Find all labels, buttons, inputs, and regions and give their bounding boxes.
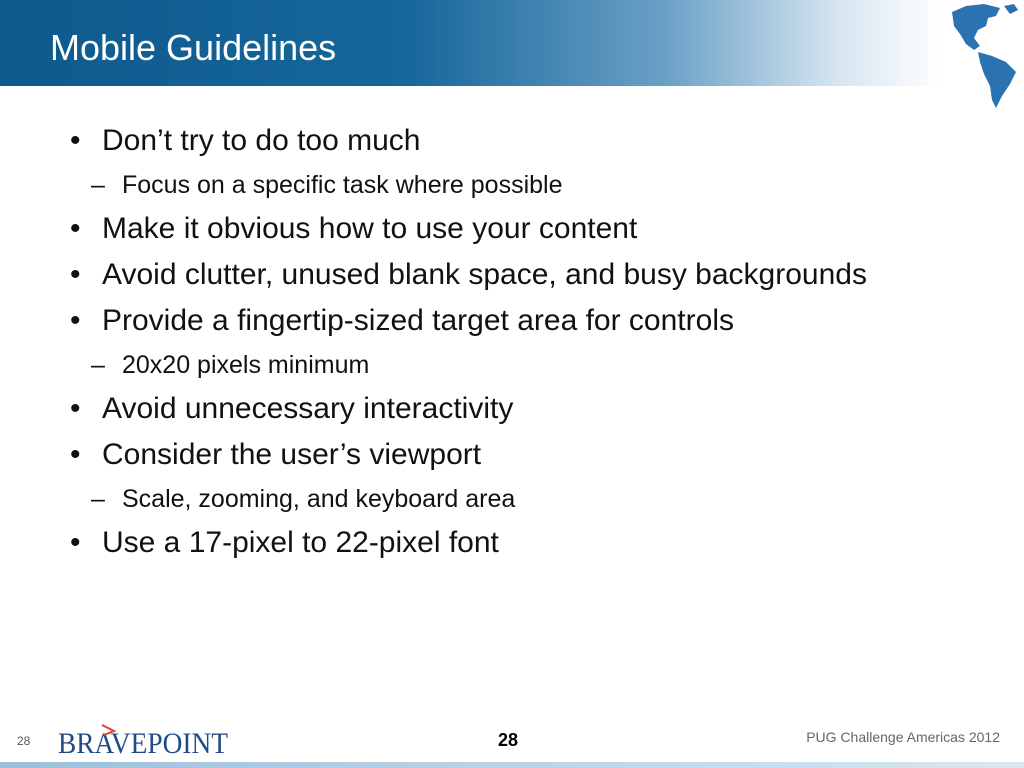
sub-bullet-marker: – [91,171,105,199]
sub-bullet-text: Focus on a specific task where possible [122,171,563,199]
svg-text:BRAVEPOINT: BRAVEPOINT [58,727,228,760]
page-number: 28 [498,730,519,750]
footer-rule [0,762,1024,768]
bullet-text: Avoid unnecessary interactivity [102,392,514,425]
bullet-item [64,520,1004,566]
bullet-item [64,206,1004,252]
slide-title: Mobile Guidelines [50,27,337,68]
bullet-text: Make it obvious how to use your content [102,212,638,245]
bullet-marker: • [70,304,81,337]
bullet-item [64,252,1004,298]
bullet-marker: • [70,438,81,471]
sub-bullet-marker: – [91,351,105,379]
bullet-text: Consider the user’s viewport [102,438,482,471]
sub-bullet-item [64,164,1004,206]
bullet-marker: • [70,392,81,425]
title-bar [0,0,1024,86]
bullet-marker: • [70,526,81,559]
conference-name: PUG Challenge Americas 2012 [806,729,1000,745]
bullet-text: Use a 17-pixel to 22-pixel font [102,526,499,559]
bullet-marker: • [70,212,81,245]
footer-slide-number: 28 [17,734,31,748]
bullet-marker: • [70,124,81,157]
bravepoint-logo [58,721,233,761]
sub-bullet-text: Scale, zooming, and keyboard area [122,485,516,513]
bullet-item [64,432,1004,478]
bullet-item [64,118,1004,164]
sub-bullet-marker: – [91,485,105,513]
americas-globe-icon [944,0,1024,112]
bullet-item [64,298,1004,344]
bullet-item [64,386,1004,432]
bullet-text: Avoid clutter, unused blank space, and busy backgrounds [102,258,867,291]
sub-bullet-text: 20x20 pixels minimum [122,351,370,379]
bullet-marker: • [70,258,81,291]
bullet-text: Don’t try to do too much [102,124,421,157]
sub-bullet-item [64,478,1004,520]
sub-bullet-item [64,344,1004,386]
bullet-list [64,118,1004,566]
bullet-text: Provide a fingertip-sized target area for controls [102,304,734,337]
